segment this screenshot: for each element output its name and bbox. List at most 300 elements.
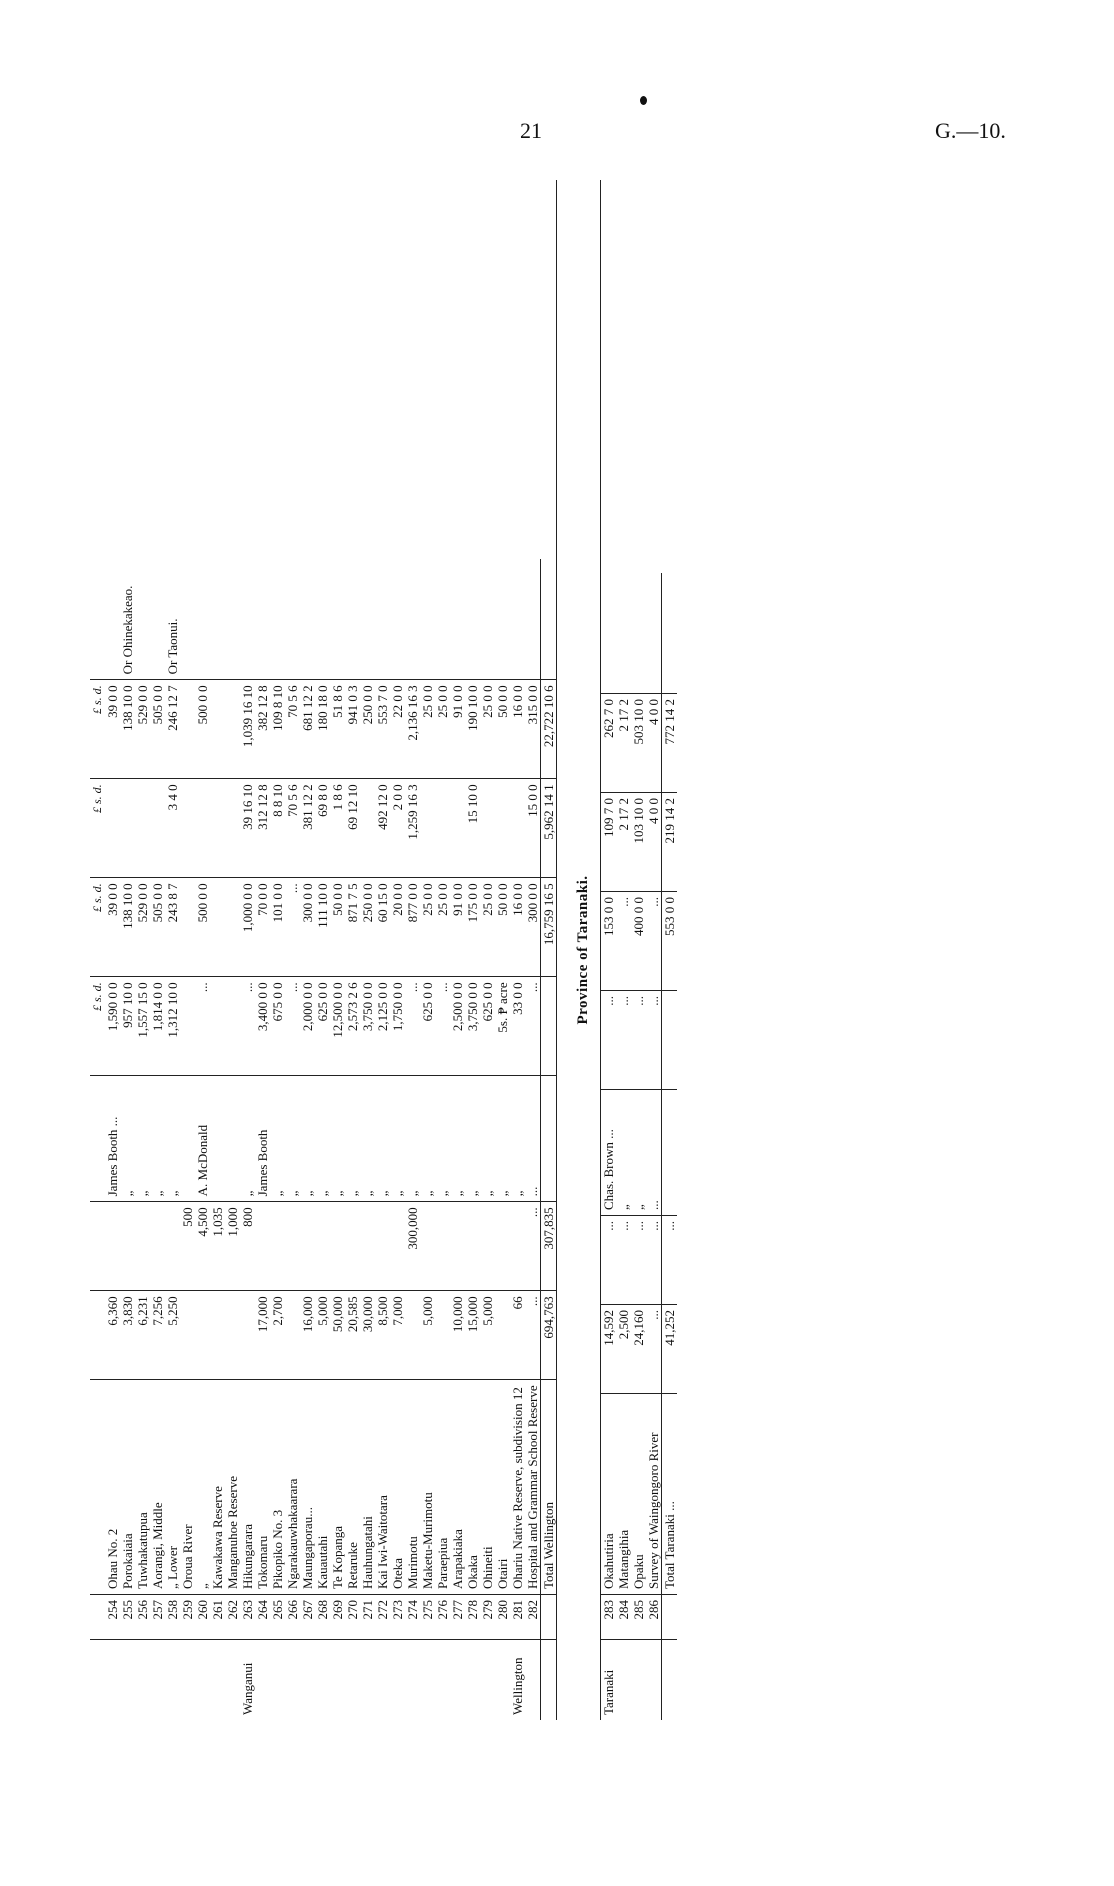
amount-b-cell: 15 0 0 (525, 779, 541, 878)
table-row (360, 559, 375, 1720)
note-cell (495, 559, 510, 680)
amount-a-cell: 877 0 0 (405, 878, 420, 977)
amount-a-cell: ... (285, 878, 300, 977)
amount-c-cell: 246 12 7 (165, 680, 180, 779)
price-cell (180, 977, 195, 1076)
block-name-cell: Murimotu (405, 1536, 420, 1589)
surveyor-cell: „ (495, 1076, 510, 1202)
amount-a-cell: 243 8 7 (165, 878, 180, 977)
amount-b-cell (420, 779, 435, 878)
area-cell: 20,585 (345, 1291, 360, 1380)
note-cell (375, 559, 390, 680)
area-cell: 17,000 (255, 1291, 270, 1380)
note-cell (195, 559, 210, 680)
price-cell: ... (601, 991, 616, 1090)
surveyor-cell: ... (525, 1076, 541, 1202)
block-name-cell: Porokaiaia (120, 1533, 135, 1589)
price-cell: 3,400 0 0 (255, 977, 270, 1076)
province-cell (450, 1640, 465, 1721)
block-name-cell: Hikungarara (240, 1524, 255, 1589)
block-number-cell: 281 (510, 1595, 525, 1640)
table-row (255, 559, 270, 1720)
block-name-cell: Kawakawa Reserve (210, 1486, 225, 1589)
price-cell: ... (525, 977, 541, 1076)
block-number-cell: 259 (180, 1595, 195, 1640)
province-cell (135, 1640, 150, 1721)
price-cell: 1,814 0 0 (150, 977, 165, 1076)
amount-b-cell: 69 12 10 (345, 779, 360, 878)
amount-a-cell: 500 0 0 (195, 878, 210, 977)
table-row (465, 559, 480, 1720)
area-other-cell (255, 1202, 270, 1291)
price-cell: ... (616, 991, 631, 1090)
province-cell (375, 1640, 390, 1721)
area-cell (405, 1291, 420, 1380)
province-cell (480, 1640, 495, 1721)
amount-b-cell (225, 779, 240, 878)
area-other-cell (105, 1202, 120, 1291)
amount-a-cell: 300 0 0 (525, 878, 541, 977)
amount-b-cell: 381 12 2 (300, 779, 315, 878)
area-cell (225, 1291, 240, 1380)
surveyor-cell: „ (435, 1076, 450, 1202)
amount-b-cell: 312 12 8 (255, 779, 270, 878)
document-reference: G.—10. (935, 118, 1006, 143)
block-name-cell: Paraepiua (435, 1537, 450, 1589)
block-name-cell: Retaruke (345, 1542, 360, 1589)
price-cell: 5s. ₱ acre (495, 977, 510, 1076)
area-cell (195, 1291, 210, 1380)
area-cell: 14,592 (601, 1305, 616, 1394)
amount-b-cell (435, 779, 450, 878)
province-cell (195, 1640, 210, 1721)
amount-c-cell: 503 10 0 (631, 694, 646, 793)
block-name-cell: Hospital and Grammar School Reserve (525, 1385, 540, 1589)
block-number-cell: 285 (631, 1595, 646, 1640)
block-name-cell: „ (195, 1583, 210, 1589)
area-cell: 24,160 (631, 1305, 646, 1394)
note-cell (360, 559, 375, 680)
page-number: 21 (520, 118, 542, 143)
area-cell: 3,830 (120, 1291, 135, 1380)
province-cell (180, 1640, 195, 1721)
surveyor-cell: „ (135, 1076, 150, 1202)
amount-c-cell: 2,136 16 3 (405, 680, 420, 779)
block-number-cell: 274 (405, 1595, 420, 1640)
table-row (345, 559, 360, 1720)
price-cell: 625 0 0 (315, 977, 330, 1076)
area-cell (240, 1291, 255, 1380)
block-number-cell: 278 (465, 1595, 480, 1640)
amount-a-cell: 1,000 0 0 (240, 878, 255, 977)
amount-c-cell: 16 0 0 (510, 680, 525, 779)
note-cell (435, 559, 450, 680)
table-row (120, 559, 135, 1720)
table-row (300, 559, 315, 1720)
price-cell: ... (631, 991, 646, 1090)
note-cell (300, 559, 315, 680)
table-row (330, 559, 345, 1720)
note-cell (601, 573, 616, 694)
note-cell (285, 559, 300, 680)
block-number-cell: 262 (225, 1595, 240, 1640)
block-number-cell: 272 (375, 1595, 390, 1640)
taranaki-total-row (662, 573, 678, 1720)
amount-a-cell: 400 0 0 (631, 892, 646, 991)
amount-b-cell: 39 16 10 (240, 779, 255, 878)
area-other-cell: 300,000 (405, 1202, 420, 1291)
block-name-cell: Pikopiko No. 3 (270, 1509, 285, 1589)
block-number-cell: 284 (616, 1595, 631, 1640)
total-b: 5,962 14 1 (541, 779, 557, 878)
surveyor-cell: „ (120, 1076, 135, 1202)
amount-c-cell: 51 8 6 (330, 680, 345, 779)
block-name-cell: Oteka (390, 1557, 405, 1589)
wellington-section (90, 180, 556, 1720)
table-row (601, 573, 616, 1720)
note-cell (510, 559, 525, 680)
note-cell (270, 559, 285, 680)
surveyor-cell: „ (150, 1076, 165, 1202)
block-number-cell: 269 (330, 1595, 345, 1640)
amount-c-cell: 39 0 0 (105, 680, 120, 779)
amount-c-cell: 505 0 0 (150, 680, 165, 779)
surveyor-cell: „ (270, 1076, 285, 1202)
note-cell (240, 559, 255, 680)
surveyor-cell: „ (360, 1076, 375, 1202)
note-cell (345, 559, 360, 680)
block-number-cell: 261 (210, 1595, 225, 1640)
amount-a-cell: ... (646, 892, 662, 991)
amount-c-cell: 1,039 16 10 (240, 680, 255, 779)
amount-a-cell: 60 15 0 (375, 878, 390, 977)
amount-b-cell: 15 10 0 (465, 779, 480, 878)
area-cell: 30,000 (360, 1291, 375, 1380)
block-number-cell: 277 (450, 1595, 465, 1640)
table-row (480, 559, 495, 1720)
price-cell: 1,557 15 0 (135, 977, 150, 1076)
area-cell (435, 1291, 450, 1380)
block-number-cell: 286 (646, 1595, 662, 1640)
province-cell (390, 1640, 405, 1721)
price-cell: ... (285, 977, 300, 1076)
block-number-cell: 263 (240, 1595, 255, 1640)
area-cell: ... (525, 1291, 541, 1380)
table-row (210, 559, 225, 1720)
province-cell (300, 1640, 315, 1721)
total-label: Total Taranaki ... (662, 1394, 678, 1595)
note-cell (180, 559, 195, 680)
province-cell (270, 1640, 285, 1721)
surveyor-cell: „ (405, 1076, 420, 1202)
area-cell: ... (646, 1305, 662, 1394)
area-cell: 15,000 (465, 1291, 480, 1380)
block-number-cell: 254 (105, 1595, 120, 1640)
block-name-cell: Ohineiti (480, 1546, 495, 1589)
total-label: Total Wellington (541, 1380, 557, 1595)
block-name-cell: Ngarakauwhakaarara (285, 1478, 300, 1589)
province-cell (420, 1640, 435, 1721)
taranaki-section (601, 180, 677, 1720)
note-cell (616, 573, 631, 694)
note-cell (525, 559, 541, 680)
block-number-cell: 279 (480, 1595, 495, 1640)
note-cell (450, 559, 465, 680)
table-row (375, 559, 390, 1720)
area-cell: 5,000 (480, 1291, 495, 1380)
price-cell: 2,573 2 6 (345, 977, 360, 1076)
surveyor-cell: ... (646, 1090, 662, 1216)
price-cell: 625 0 0 (480, 977, 495, 1076)
amount-b-cell: 492 12 0 (375, 779, 390, 878)
area-other-cell (315, 1202, 330, 1291)
price-cell: ... (240, 977, 255, 1076)
amount-b-cell (210, 779, 225, 878)
area-other-cell (120, 1202, 135, 1291)
table-row (315, 559, 330, 1720)
area-cell: 10,000 (450, 1291, 465, 1380)
area-cell (210, 1291, 225, 1380)
amount-a-cell: 101 0 0 (270, 878, 285, 977)
area-cell (495, 1291, 510, 1380)
amount-a-cell: ... (616, 892, 631, 991)
note-cell (105, 559, 120, 680)
area-other-cell (495, 1202, 510, 1291)
block-name-cell: Maketu-Murimotu (420, 1492, 435, 1589)
table-row (165, 559, 180, 1720)
amount-a-cell: 111 10 0 (315, 878, 330, 977)
table-row (105, 559, 120, 1720)
block-number-cell: 255 (120, 1595, 135, 1640)
price-cell: 3,750 0 0 (465, 977, 480, 1076)
area-other-cell (360, 1202, 375, 1291)
amount-a-cell: 175 0 0 (465, 878, 480, 977)
surveyor-cell: Chas. Brown ... (601, 1090, 616, 1216)
amount-a-cell: 25 0 0 (435, 878, 450, 977)
block-name-cell: Opaku (631, 1554, 646, 1589)
amount-a-cell: 16 0 0 (510, 878, 525, 977)
amount-c-cell (225, 680, 240, 779)
block-number-cell: 271 (360, 1595, 375, 1640)
amount-b-cell: 2 17 2 (616, 793, 631, 892)
area-other-cell (270, 1202, 285, 1291)
currency-price: £ s. d. (90, 977, 105, 1076)
province-cell (315, 1640, 330, 1721)
currency-header-row (90, 559, 105, 1720)
wellington-table (90, 559, 556, 1720)
amount-a-cell: 70 0 0 (255, 878, 270, 977)
amount-c-cell: 681 12 2 (300, 680, 315, 779)
amount-c-cell: 500 0 0 (195, 680, 210, 779)
price-cell: ... (646, 991, 662, 1090)
amount-a-cell (180, 878, 195, 977)
block-number-cell: 257 (150, 1595, 165, 1640)
area-cell: 2,500 (616, 1305, 631, 1394)
amount-a-cell: 20 0 0 (390, 878, 405, 977)
block-number-cell: 267 (300, 1595, 315, 1640)
amount-b-cell (150, 779, 165, 878)
amount-c-cell: 109 8 10 (270, 680, 285, 779)
block-name-cell: Manganuhoe Reserve (225, 1476, 240, 1589)
surveyor-cell: „ (240, 1076, 255, 1202)
amount-a-cell: 871 7 5 (345, 878, 360, 977)
surveyor-cell: „ (375, 1076, 390, 1202)
block-number-cell: 276 (435, 1595, 450, 1640)
block-name-cell: Te Kopanga (330, 1526, 345, 1589)
taranaki-rows (601, 573, 662, 1720)
amount-b-cell: 8 8 10 (270, 779, 285, 878)
block-name-cell: Aorangi, Middle (150, 1502, 165, 1589)
area-cell: 8,500 (375, 1291, 390, 1380)
surveyor-cell: „ (165, 1076, 180, 1202)
price-cell: ... (195, 977, 210, 1076)
table-row (195, 559, 210, 1720)
note-cell (405, 559, 420, 680)
province-cell (435, 1640, 450, 1721)
amount-c-cell: 50 0 0 (495, 680, 510, 779)
area-cell: 66 (510, 1291, 525, 1380)
province-cell (165, 1640, 180, 1721)
price-cell (225, 977, 240, 1076)
amount-a-cell: 91 0 0 (450, 878, 465, 977)
amount-c-cell: 25 0 0 (480, 680, 495, 779)
block-number-cell: 268 (315, 1595, 330, 1640)
note-cell (150, 559, 165, 680)
amount-a-cell: 50 0 0 (495, 878, 510, 977)
currency-c: £ s. d. (90, 680, 105, 779)
amount-c-cell: 250 0 0 (360, 680, 375, 779)
amount-b-cell (180, 779, 195, 878)
table-row (405, 559, 420, 1720)
table-row (225, 559, 240, 1720)
province-cell (646, 1640, 662, 1721)
amount-a-cell: 529 0 0 (135, 878, 150, 977)
amount-b-cell (135, 779, 150, 878)
province-cell: Wellington (510, 1657, 525, 1715)
surveyor-cell: A. McDonald (195, 1076, 210, 1202)
surveyor-cell: „ (420, 1076, 435, 1202)
price-cell: 2,000 0 0 (300, 977, 315, 1076)
province-cell (525, 1640, 541, 1721)
total-c: 772 14 2 (662, 694, 678, 793)
area-other-cell: ... (525, 1202, 541, 1291)
block-name-cell: Maungaporau... (300, 1507, 315, 1589)
price-cell: 1,750 0 0 (390, 977, 405, 1076)
price-cell: 1,590 0 0 (105, 977, 120, 1076)
amount-b-cell (120, 779, 135, 878)
province-cell: Taranaki (601, 1669, 616, 1715)
area-cell: 6,360 (105, 1291, 120, 1380)
surveyor-cell: „ (345, 1076, 360, 1202)
province-cell (345, 1640, 360, 1721)
block-name-cell: Okaka (465, 1555, 480, 1589)
block-number-cell: 283 (601, 1595, 616, 1640)
price-cell: 1,312 10 0 (165, 977, 180, 1076)
block-name-cell: Kauautahi (315, 1535, 330, 1589)
price-cell: 3,750 0 0 (360, 977, 375, 1076)
area-cell: 5,000 (315, 1291, 330, 1380)
amount-b-cell (495, 779, 510, 878)
amount-b-cell (105, 779, 120, 878)
note-cell (631, 573, 646, 694)
amount-c-cell: 22 0 0 (390, 680, 405, 779)
area-other-cell: ... (631, 1216, 646, 1305)
table-row (240, 559, 255, 1720)
total-c: 22,722 10 6 (541, 680, 557, 779)
total-a: 553 0 0 (662, 892, 678, 991)
area-cell: 7,256 (150, 1291, 165, 1380)
block-number-cell: 280 (495, 1595, 510, 1640)
amount-a-cell: 25 0 0 (420, 878, 435, 977)
block-number-cell: 260 (195, 1595, 210, 1640)
province-cell (330, 1640, 345, 1721)
surveyor-cell: James Booth (255, 1076, 270, 1202)
surveyor-cell: „ (390, 1076, 405, 1202)
amount-a-cell (225, 878, 240, 977)
amount-a-cell: 39 0 0 (105, 878, 120, 977)
province-cell: Wanganui (240, 1662, 255, 1715)
province-cell (360, 1640, 375, 1721)
table-row (135, 559, 150, 1720)
area-other-cell (375, 1202, 390, 1291)
province-cell (616, 1640, 631, 1721)
amount-b-cell: 2 0 0 (390, 779, 405, 878)
amount-a-cell: 153 0 0 (601, 892, 616, 991)
note-cell (646, 573, 662, 694)
amount-c-cell: 553 7 0 (375, 680, 390, 779)
area-cell: 5,250 (165, 1291, 180, 1380)
amount-c-cell: 262 7 0 (601, 694, 616, 793)
area-other-cell (285, 1202, 300, 1291)
surveyor-cell: „ (631, 1090, 646, 1216)
block-number-cell: 258 (165, 1595, 180, 1640)
area-other-cell: ... (601, 1216, 616, 1305)
amount-a-cell: 250 0 0 (360, 878, 375, 977)
amount-b-cell: 69 8 0 (315, 779, 330, 878)
price-cell (210, 977, 225, 1076)
area-other-cell (435, 1202, 450, 1291)
amount-b-cell (360, 779, 375, 878)
amount-a-cell (210, 878, 225, 977)
amount-b-cell: 1 8 6 (330, 779, 345, 878)
province-cell (465, 1640, 480, 1721)
wellington-total-row (541, 559, 557, 1720)
table-row (420, 559, 435, 1720)
note-cell: Or Taonui. (165, 559, 180, 680)
area-cell: 2,700 (270, 1291, 285, 1380)
block-number-cell: 256 (135, 1595, 150, 1640)
note-cell (390, 559, 405, 680)
area-other-cell: 1,000 (225, 1202, 240, 1291)
table-row (510, 559, 525, 1720)
area-other-cell (135, 1202, 150, 1291)
price-cell: 675 0 0 (270, 977, 285, 1076)
amount-b-cell: 1,259 16 3 (405, 779, 420, 878)
note-cell (210, 559, 225, 680)
currency-b: £ s. d. (90, 779, 105, 878)
area-other-cell: ... (646, 1216, 662, 1305)
amount-c-cell (210, 680, 225, 779)
amount-c-cell: 382 12 8 (255, 680, 270, 779)
amount-c-cell: 315 0 0 (525, 680, 541, 779)
area-other-cell (390, 1202, 405, 1291)
block-number-cell: 264 (255, 1595, 270, 1640)
table-row (525, 559, 541, 1720)
amount-b-cell: 109 7 0 (601, 793, 616, 892)
block-name-cell: Tuwhakatupua (135, 1512, 150, 1589)
taranaki-table (601, 573, 677, 1720)
block-number-cell: 265 (270, 1595, 285, 1640)
